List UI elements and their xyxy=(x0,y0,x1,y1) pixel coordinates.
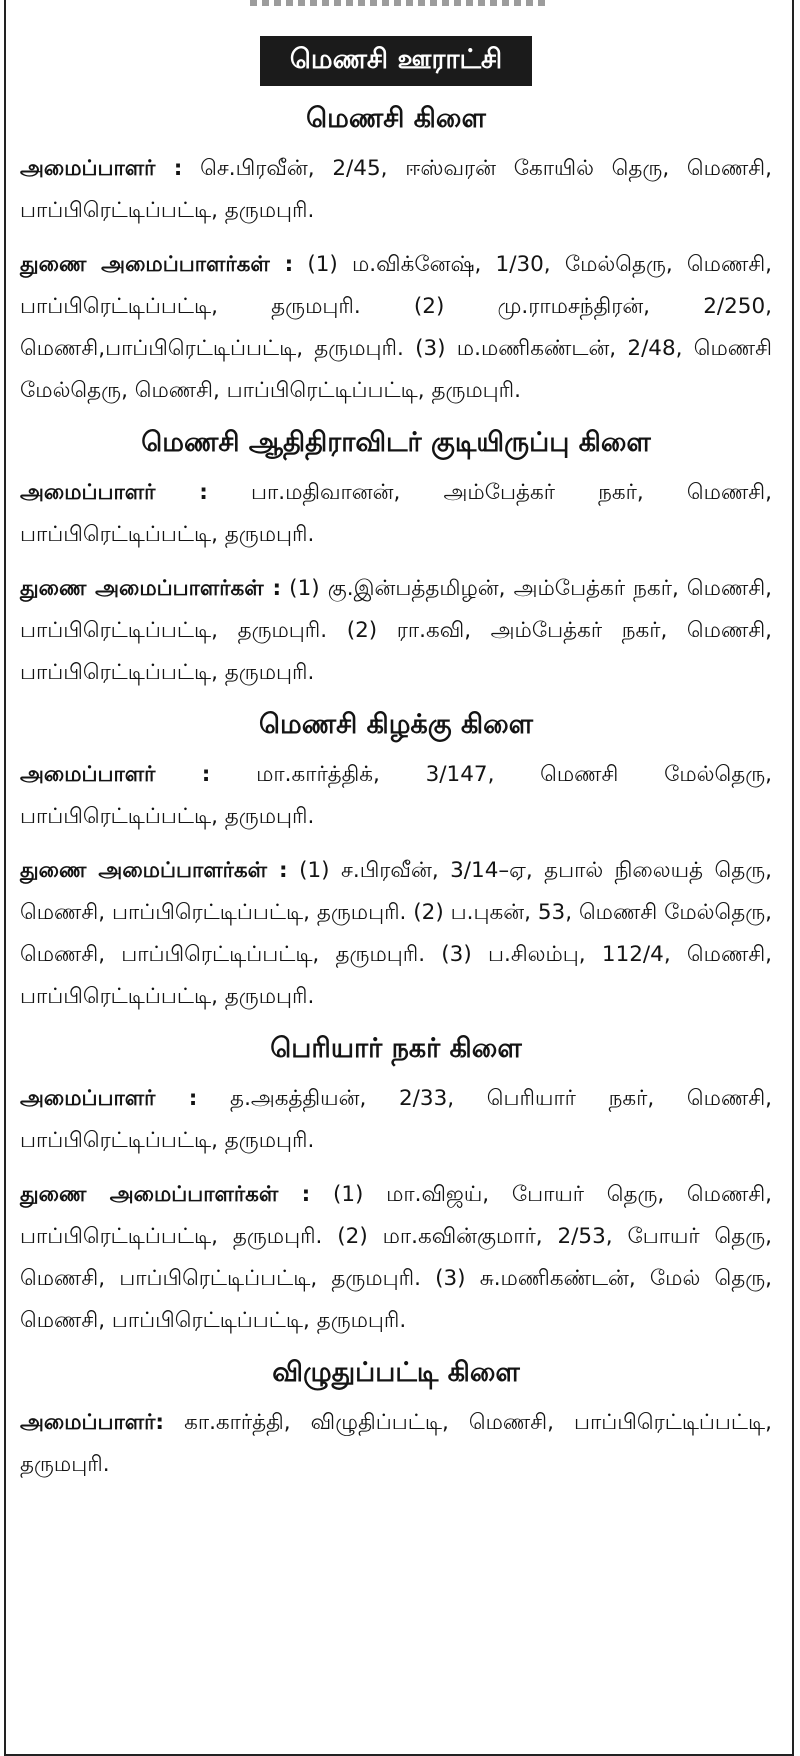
deputies-paragraph xyxy=(20,850,772,1018)
deputies-paragraph xyxy=(20,1174,772,1342)
deputies-paragraph xyxy=(20,568,772,694)
section-title-vizhuthupatti: விழுதுப்பட்டி கிளை xyxy=(272,1357,520,1388)
deputies-details: (1) ச.பிரவீன், 3/14–ஏ, தபால் நிலையத் தெரு, மெணசி, பாப்பிரெட்டிப்பட்டி, தருமபுரி. (2) ப.புகன், 53, மெணசி மேல்தெரு, மெணசி, பாப்பிரெட்டிப்பட்டி, தருமபுரி. (3) ப.சிலம்பு, 112/4, மெணசி, பாப்பிரெட்டிப்பட்டி, தருமபுரி. xyxy=(20,858,772,1009)
section-title-periyar-nagar: பெரியார் நகர் கிளை xyxy=(270,1033,522,1064)
organizer-paragraph xyxy=(20,754,772,838)
organizer-details: செ.பிரவீன், 2/45, ஈஸ்வரன் கோயில் தெரு, மெணசி, பாப்பிரெட்டிப்பட்டி, தருமபுரி. xyxy=(20,156,772,223)
section-title-menasi: மெணசி கிளை xyxy=(306,103,486,134)
deputies-details: (1) கு.இன்பத்தமிழன், அம்பேத்கர் நகர், மெணசி, பாப்பிரெட்டிப்பட்டி, தருமபுரி. (2) ரா.கவி, அம்பேத்கர் நகர், மெணசி, பாப்பிரெட்டிப்பட்டி, தருமபுரி. xyxy=(20,576,772,685)
section-title-adidravidar: மெணசி ஆதிதிராவிடர் குடியிருப்பு கிளை xyxy=(141,427,651,458)
deputies-label: துணை அமைப்பாளர்கள் : xyxy=(20,858,288,883)
organizer-paragraph xyxy=(20,148,772,232)
organizer-label: அமைப்பாளர்: xyxy=(20,1410,165,1435)
deputies-label: துணை அமைப்பாளர்கள் : xyxy=(20,252,294,277)
organizer-label: அமைப்பாளர் : xyxy=(20,762,211,787)
organizer-label: அமைப்பாளர் : xyxy=(20,156,183,181)
organizer-details: மா.கார்த்திக், 3/147, மெணசி மேல்தெரு, பாப்பிரெட்டிப்பட்டி, தருமபுரி. xyxy=(20,762,772,829)
deputies-details: (1) மா.விஜய், போயர் தெரு, மெணசி, பாப்பிரெட்டிப்பட்டி, தருமபுரி. (2) மா.கவின்குமார், 2/53, போயர் தெரு, மெணசி, பாப்பிரெட்டிப்பட்டி, தருமபுரி. (3) சு.மணிகண்டன், மேல் தெரு, மெணசி, பாப்பிரெட்டிப்பட்டி, தருமபுரி. xyxy=(20,1182,772,1333)
deputies-label: துணை அமைப்பாளர்கள் : xyxy=(20,576,282,601)
organizer-details: கா.கார்த்தி, விழுதிப்பட்டி, மெணசி, பாப்பிரெட்டிப்பட்டி, தருமபுரி. xyxy=(20,1410,772,1477)
organizer-paragraph xyxy=(20,472,772,556)
section-title-menasi-east: மெணசி கிழக்கு கிளை xyxy=(258,709,534,740)
organizer-details: பா.மதிவானன், அம்பேத்கர் நகர், மெணசி, பாப்பிரெட்டிப்பட்டி, தருமபுரி. xyxy=(20,480,772,547)
organizer-label: அமைப்பாளர் : xyxy=(20,480,208,505)
panchayat-banner: மெணசி ஊராட்சி xyxy=(260,36,532,86)
clipped-previous-text xyxy=(0,0,800,10)
organizer-details: த.அகத்தியன், 2/33, பெரியார் நகர், மெணசி, பாப்பிரெட்டிப்பட்டி, தருமபுரி. xyxy=(20,1086,772,1153)
organizer-label: அமைப்பாளர் : xyxy=(20,1086,198,1111)
deputies-label: துணை அமைப்பாளர்கள் : xyxy=(20,1182,311,1207)
deputies-paragraph xyxy=(20,244,772,412)
organizer-paragraph xyxy=(20,1078,772,1162)
deputies-details: (1) ம.விக்னேஷ், 1/30, மேல்தெரு, மெணசி, பாப்பிரெட்டிப்பட்டி, தருமபுரி. (2) மு.ராமசந்திரன், 2/250, மெணசி,பாப்பிரெட்டிப்பட்டி, தருமபுரி. (3) ம.மணிகண்டன், 2/48, மெணசி மேல்தெரு, மெணசி, பாப்பிரெட்டிப்பட்டி, தருமபுரி. xyxy=(20,252,772,403)
notice-content xyxy=(20,36,772,1498)
organizer-paragraph xyxy=(20,1402,772,1486)
